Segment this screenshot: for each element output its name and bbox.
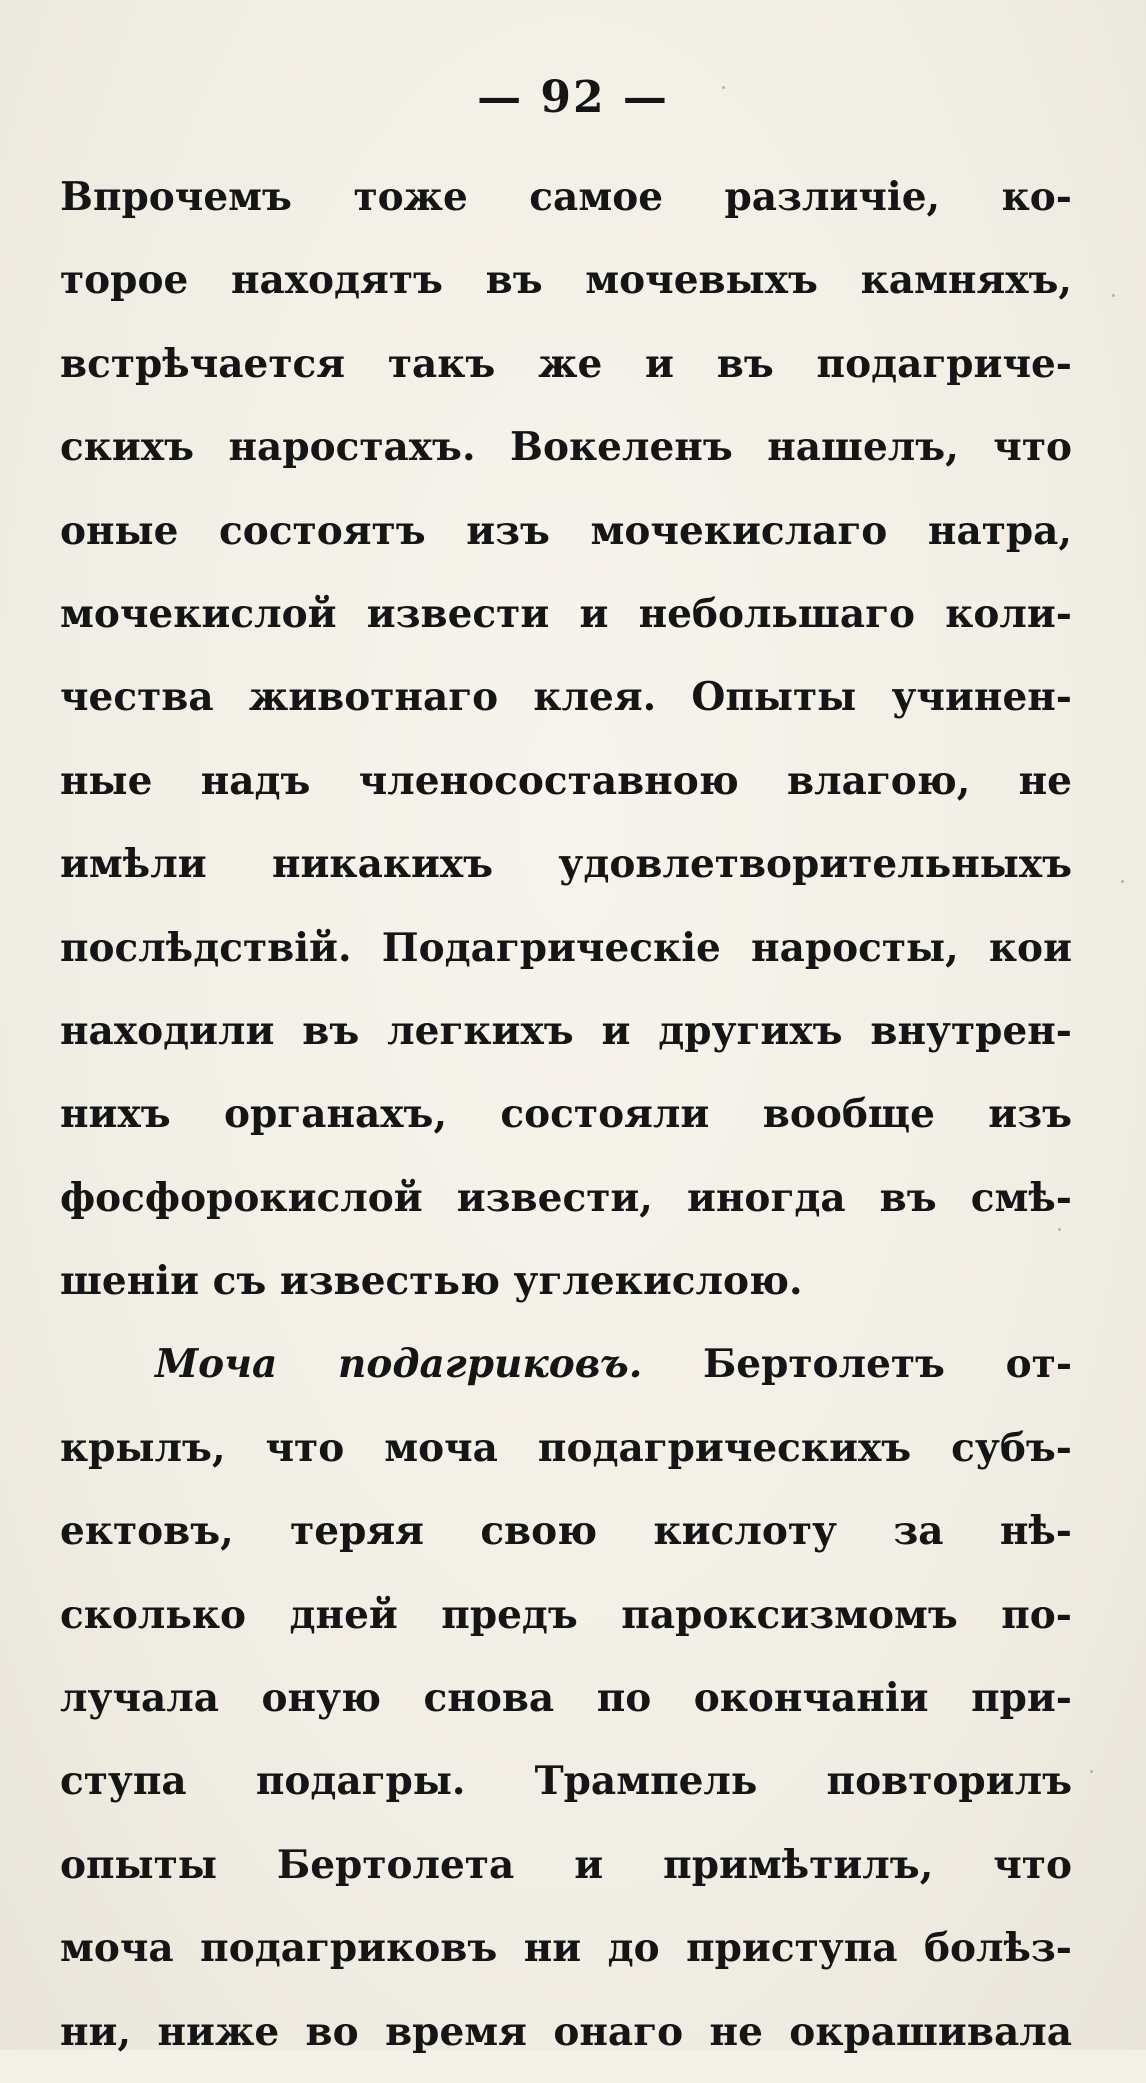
text-line: крылъ, что моча подагрическихъ субъ- [60,1424,1072,1471]
paper-speck [1090,1770,1093,1773]
text-line: ные надъ членосоставною влагою, не [60,757,1072,804]
text-line: находили въ легкихъ и другихъ внутрен- [60,1007,1072,1054]
text-line: лучала оную снова по окончаніи при- [60,1675,1072,1722]
paper-speck [1121,880,1124,883]
text-run: Бертолетъ от- [642,1341,1072,1388]
paragraph-end-line: шеніи съ известью углекислою. [60,1258,803,1305]
paper-speck [1112,294,1115,297]
text-line: скихъ наростахъ. Вокеленъ нашелъ, что [60,424,1072,471]
text-line: Впрочемъ тоже самое различіе, ко- [60,174,1072,220]
text-line: ступа подагры. Трампель повторилъ [60,1758,1072,1805]
text-line: ни, ниже во время онаго не окрашивала [60,2008,1072,2055]
text-line: моча подагриковъ ни до приступа болѣз- [60,1925,1072,1972]
text-line: мочекислой извести и небольшаго коли- [60,590,1072,637]
text-line: сколько дней предъ пароксизмомъ по- [60,1591,1072,1638]
text-line: нихъ органахъ, состояли вообще изъ [60,1091,1072,1138]
text-line: опыты Бертолета и примѣтилъ, что [60,1841,1072,1888]
section-heading-line [60,1332,1072,1415]
section-heading: Моча подагриковъ. [155,1341,643,1388]
text-line: имѣли никакихъ удовлетворительныхъ [60,841,1072,888]
text-line: оные состоятъ изъ мочекислаго натра, [60,507,1072,554]
text-line: фосфорокислой извести, иногда въ смѣ- [60,1174,1072,1221]
text-line: встрѣчается такъ же и въ подагриче- [60,340,1072,387]
text-line: торое находятъ въ мочевыхъ камняхъ, [60,257,1072,304]
text-line: ектовъ, теряя свою кислоту за нѣ- [60,1508,1072,1555]
page-number: — 92 — [477,72,669,123]
text-line: послѣдствій. Подагрическіе наросты, кои [60,924,1072,971]
body-text [60,165,1072,2083]
text-line: чества животнаго клея. Опыты учинен- [60,674,1072,721]
